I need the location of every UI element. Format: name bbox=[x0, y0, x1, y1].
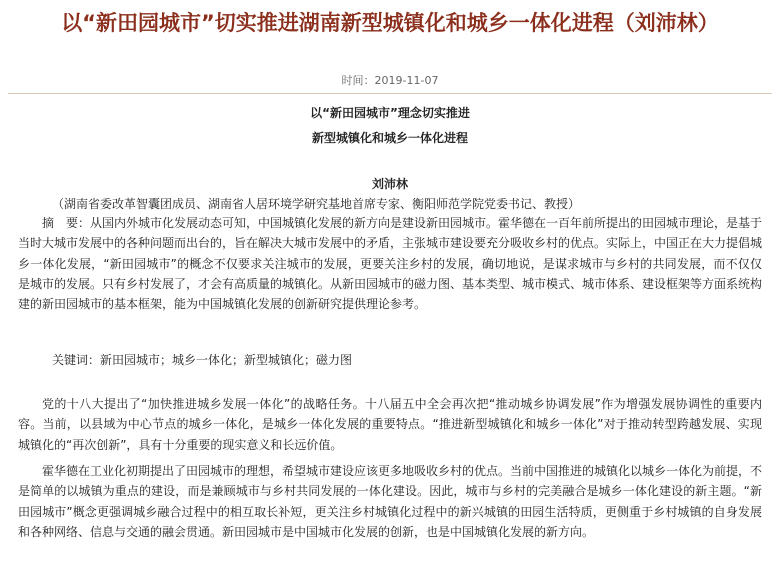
time-label: 时间： bbox=[341, 74, 375, 87]
divider bbox=[8, 93, 772, 94]
publish-time bbox=[0, 72, 780, 88]
article-title: 以“新田园城市”切实推进湖南新型城镇化和城乡一体化进程（刘沛林） bbox=[61, 11, 719, 35]
subheading-line-2: 新型城镇化和城乡一体化进程 bbox=[311, 131, 468, 145]
subheading-line-1: 以“新田园城市”理念切实推进 bbox=[310, 106, 470, 120]
author-affiliation: （湖南省委改革智囊团成员、湖南省人居环境学研究基地首席专家、衡阳师范学院党委书记、教授） bbox=[52, 197, 581, 211]
abstract-paragraph: 摘 要：从国内外城市化发展动态可知，中国城镇化发展的新方向是建设新田园城市。霍华德在一百年前所提出的田园城市理论，是基于当时大城市发展中的各种问题而出台的，旨在解决大城市发展中的矛盾，主张城市建设要充分吸收乡村的优点。实际上，中国正在大力提倡城乡一体化发展，“新田园城市”的概念不仅要求关注城市的发展，更要关注乡村的发展，确切地说，是谋求城市与乡村的共同发展，而不仅仅是城市的发展。只有乡村发展了，才会有高质量的城镇化。从新田园城市的磁力图、基本类型、城市模式、城市体系、建设框架等方面系统构建的新田园城市的基本框架，能为中国城镇化发展的创新研究提供理论参考。 bbox=[18, 216, 763, 312]
body-paragraph-1: 党的十八大提出了“加快推进城乡发展一体化”的战略任务。十八届五中全会再次把“推动城乡协调发展”作为增强发展协调性的重要内容。当前，以县域为中心节点的城乡一体化，是城乡一体化发展的重要特点。“推进新型城镇化和城乡一体化”对于推动转型跨越发展、实现城镇化的“再次创新”，具有十分重要的现实意义和长远价值。 bbox=[18, 397, 762, 452]
time-value: 2019-11-07 bbox=[374, 74, 439, 87]
keywords: 关键词：新田园城市；城乡一体化；新型城镇化；磁力图 bbox=[52, 353, 353, 367]
body-paragraph-2: 霍华德在工业化初期提出了田园城市的理想，希望城市建设应该更多地吸收乡村的优点。当前中国推进的城镇化以城乡一体化为前提，不是简单的以城镇为重点的建设，而是兼顾城市与乡村共同发展的一体化建设。因此，城市与乡村的完美融合是城乡一体化建设的新主题。“新田园城市”概念更强调城乡融合过程中的相互取长补短，更关注乡村城镇化过程中的新兴城镇的田园生活特质，更侧重于乡村城镇的自身发展和各种网络、信息与交通的融会贯通。新田园城市是中国城市化发展的创新，也是中国城镇化发展的新方向。 bbox=[18, 464, 763, 539]
author-name: 刘沛林 bbox=[371, 177, 408, 191]
